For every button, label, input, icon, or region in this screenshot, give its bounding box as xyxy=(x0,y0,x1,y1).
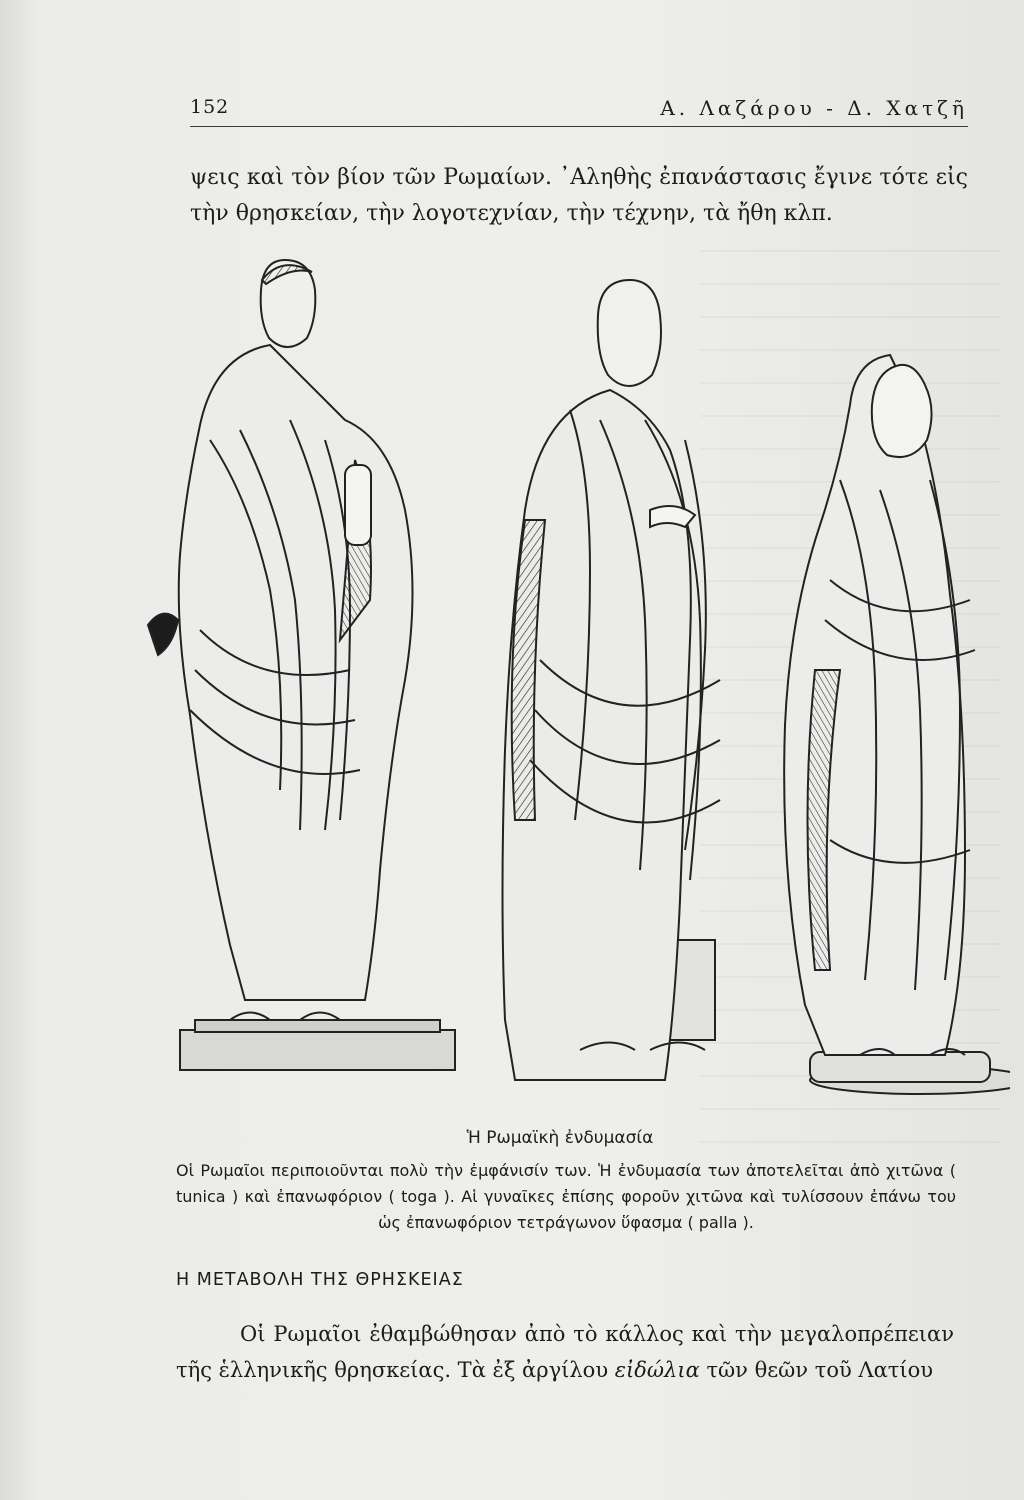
statue-man-with-scroll xyxy=(148,260,455,1070)
running-title: Α. Λαζάρου - Δ. Χατζῆ xyxy=(660,96,968,120)
figure-caption-title: Ἡ Ρωμαϊκὴ ἐνδυμασία xyxy=(466,1128,654,1148)
section-heading: Η ΜΕΤΑΒΟΛΗ ΤΗΣ ΘΡΗΣΚΕΙΑΣ xyxy=(176,1270,464,1290)
statues-illustration xyxy=(140,240,1010,1120)
running-header xyxy=(190,96,968,126)
paragraph-italic-term: εἰδώλια xyxy=(614,1358,700,1382)
figure-caption-body: Οἱ Ρωμαῖοι περιποιοῦνται πολὺ τὴν ἐμφάνισίν των. Ἡ ἐνδυμασία των ἀποτελεῖται ἀπὸ χιτῶνα ( tunica ) καὶ ἐπανωφόριον ( toga ). Αἱ γυναῖκες ἐπίσης φοροῦν χιτῶνα καὶ τυλίσσουν ἐπάνω του ὡς ἐπανωφόριον τετράγωνον ὕφασμα ( palla ). xyxy=(176,1161,956,1232)
header-rule xyxy=(190,126,968,127)
page-number: 152 xyxy=(190,96,230,118)
section-paragraph xyxy=(176,1316,954,1388)
paragraph-text-start: Οἱ Ρωμαῖοι ἐθαμβώθησαν ἀπὸ τὸ κάλλος καὶ τὴν μεγαλοπρέπειαν τῆς ἑλληνικῆς θρησκείας. Τὰ ἐξ ἀργίλου xyxy=(176,1322,954,1382)
paragraph-text-end: τῶν θεῶν τοῦ Λατίου xyxy=(699,1358,934,1382)
statue-veiled-woman xyxy=(784,355,1010,1094)
statue-bald-orator xyxy=(503,280,721,1080)
intro-paragraph: ψεις καὶ τὸν βίον τῶν Ρωμαίων. ᾿Αληθὴς ἐπανάστασις ἔγινε τότε εἰς τὴν θρησκείαν, τὴν λογοτεχνίαν, τὴν τέχνην, τὰ ἤθη κλπ. xyxy=(190,165,968,226)
